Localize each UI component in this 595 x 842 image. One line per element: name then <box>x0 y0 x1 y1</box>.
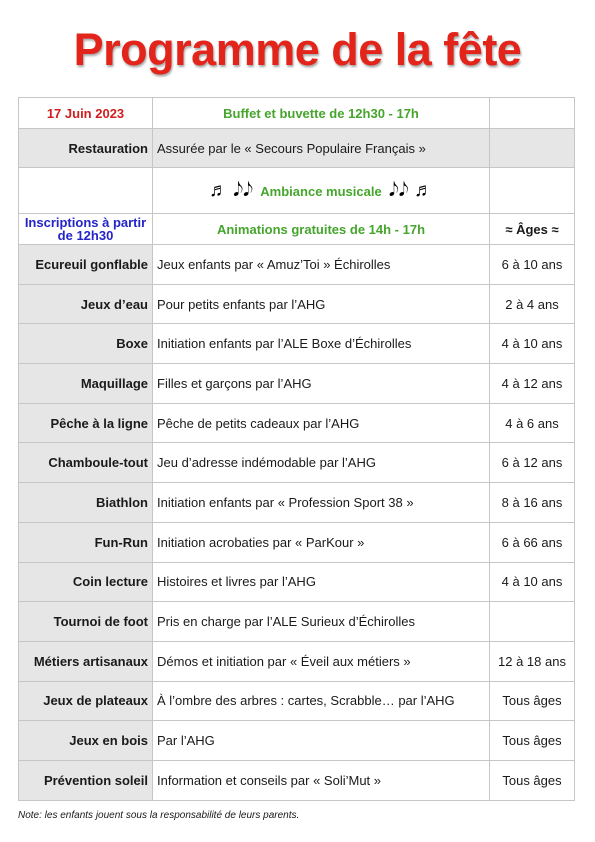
program-table-body <box>19 98 575 801</box>
inscriptions-note: Inscriptions à partir de 12h30 <box>19 214 153 245</box>
activity-row <box>19 284 575 324</box>
activity-description: Initiation acrobaties par « ParKour » <box>153 522 490 562</box>
activity-name: Maquillage <box>19 364 153 404</box>
activity-row <box>19 562 575 602</box>
activity-ages: 4 à 6 ans <box>490 403 575 443</box>
music-notes-icon: 𝅘𝅥𝅮𝅘𝅥𝅮 ♬ <box>388 179 433 201</box>
event-date: 17 Juin 2023 <box>19 98 153 129</box>
activity-description: Information et conseils par « Soli’Mut » <box>153 760 490 800</box>
animations-title: Animations gratuites de 14h - 17h <box>153 214 490 245</box>
activity-name: Tournoi de foot <box>19 602 153 642</box>
activity-name: Coin lecture <box>19 562 153 602</box>
restauration-description: Assurée par le « Secours Populaire Français » <box>153 129 490 168</box>
activity-description: Démos et initiation par « Éveil aux métiers » <box>153 641 490 681</box>
empty-cell <box>490 129 575 168</box>
activity-description: Pour petits enfants par l’AHG <box>153 284 490 324</box>
activity-row <box>19 403 575 443</box>
activity-name: Boxe <box>19 324 153 364</box>
activity-name: Chamboule-tout <box>19 443 153 483</box>
activity-row <box>19 681 575 721</box>
activity-ages: 4 à 10 ans <box>490 562 575 602</box>
ages-header: ≈ Âges ≈ <box>490 214 575 245</box>
activity-ages: 8 à 16 ans <box>490 483 575 523</box>
restauration-label: Restauration <box>19 129 153 168</box>
activity-description: Filles et garçons par l’AHG <box>153 364 490 404</box>
activity-name: Jeux en bois <box>19 721 153 761</box>
activity-name: Biathlon <box>19 483 153 523</box>
activity-row <box>19 324 575 364</box>
activity-ages: Tous âges <box>490 760 575 800</box>
page-title: Programme de la fête <box>73 24 522 75</box>
activity-row <box>19 443 575 483</box>
music-cell <box>153 168 490 214</box>
music-label: Ambiance musicale <box>260 183 382 199</box>
activity-description: Pêche de petits cadeaux par l’AHG <box>153 403 490 443</box>
activity-row <box>19 760 575 800</box>
activity-row <box>19 364 575 404</box>
activity-name: Ecureuil gonflable <box>19 245 153 285</box>
activity-name: Jeux de plateaux <box>19 681 153 721</box>
activity-description: Jeu d’adresse indémodable par l’AHG <box>153 443 490 483</box>
activity-name: Pêche à la ligne <box>19 403 153 443</box>
footnote: Note: les enfants jouent sous la responsabilité de leurs parents. <box>18 810 300 821</box>
activity-ages <box>490 602 575 642</box>
activity-ages: 4 à 10 ans <box>490 324 575 364</box>
activity-description: Par l’AHG <box>153 721 490 761</box>
activity-ages: 6 à 66 ans <box>490 522 575 562</box>
empty-cell <box>490 168 575 214</box>
activity-ages: 4 à 12 ans <box>490 364 575 404</box>
activity-name: Métiers artisanaux <box>19 641 153 681</box>
program-table <box>18 97 575 801</box>
empty-cell <box>19 168 153 214</box>
empty-cell <box>490 98 575 129</box>
activity-name: Fun-Run <box>19 522 153 562</box>
activity-ages: 6 à 10 ans <box>490 245 575 285</box>
activity-description: Initiation enfants par l’ALE Boxe d’Échirolles <box>153 324 490 364</box>
activity-ages: Tous âges <box>490 721 575 761</box>
header-row <box>19 98 575 129</box>
activity-row <box>19 721 575 761</box>
activity-name: Prévention soleil <box>19 760 153 800</box>
activity-row <box>19 641 575 681</box>
activity-ages: Tous âges <box>490 681 575 721</box>
activity-name: Jeux d’eau <box>19 284 153 324</box>
activity-row <box>19 245 575 285</box>
activity-description: Histoires et livres par l’AHG <box>153 562 490 602</box>
animations-header-row <box>19 214 575 245</box>
activity-ages: 2 à 4 ans <box>490 284 575 324</box>
restauration-row <box>19 129 575 168</box>
music-row <box>19 168 575 214</box>
activity-ages: 12 à 18 ans <box>490 641 575 681</box>
activity-description: À l’ombre des arbres : cartes, Scrabble… par l’AHG <box>153 681 490 721</box>
activity-row <box>19 522 575 562</box>
activity-description: Pris en charge par l’ALE Surieux d’Échirolles <box>153 602 490 642</box>
buffet-hours: Buffet et buvette de 12h30 - 17h <box>153 98 490 129</box>
activity-row <box>19 602 575 642</box>
activity-description: Initiation enfants par « Profession Sport 38 » <box>153 483 490 523</box>
activity-ages: 6 à 12 ans <box>490 443 575 483</box>
activity-description: Jeux enfants par « Amuz’Toi » Échirolles <box>153 245 490 285</box>
activity-row <box>19 483 575 523</box>
music-notes-icon: ♬ 𝅘𝅥𝅮𝅘𝅥𝅮 <box>209 179 254 201</box>
